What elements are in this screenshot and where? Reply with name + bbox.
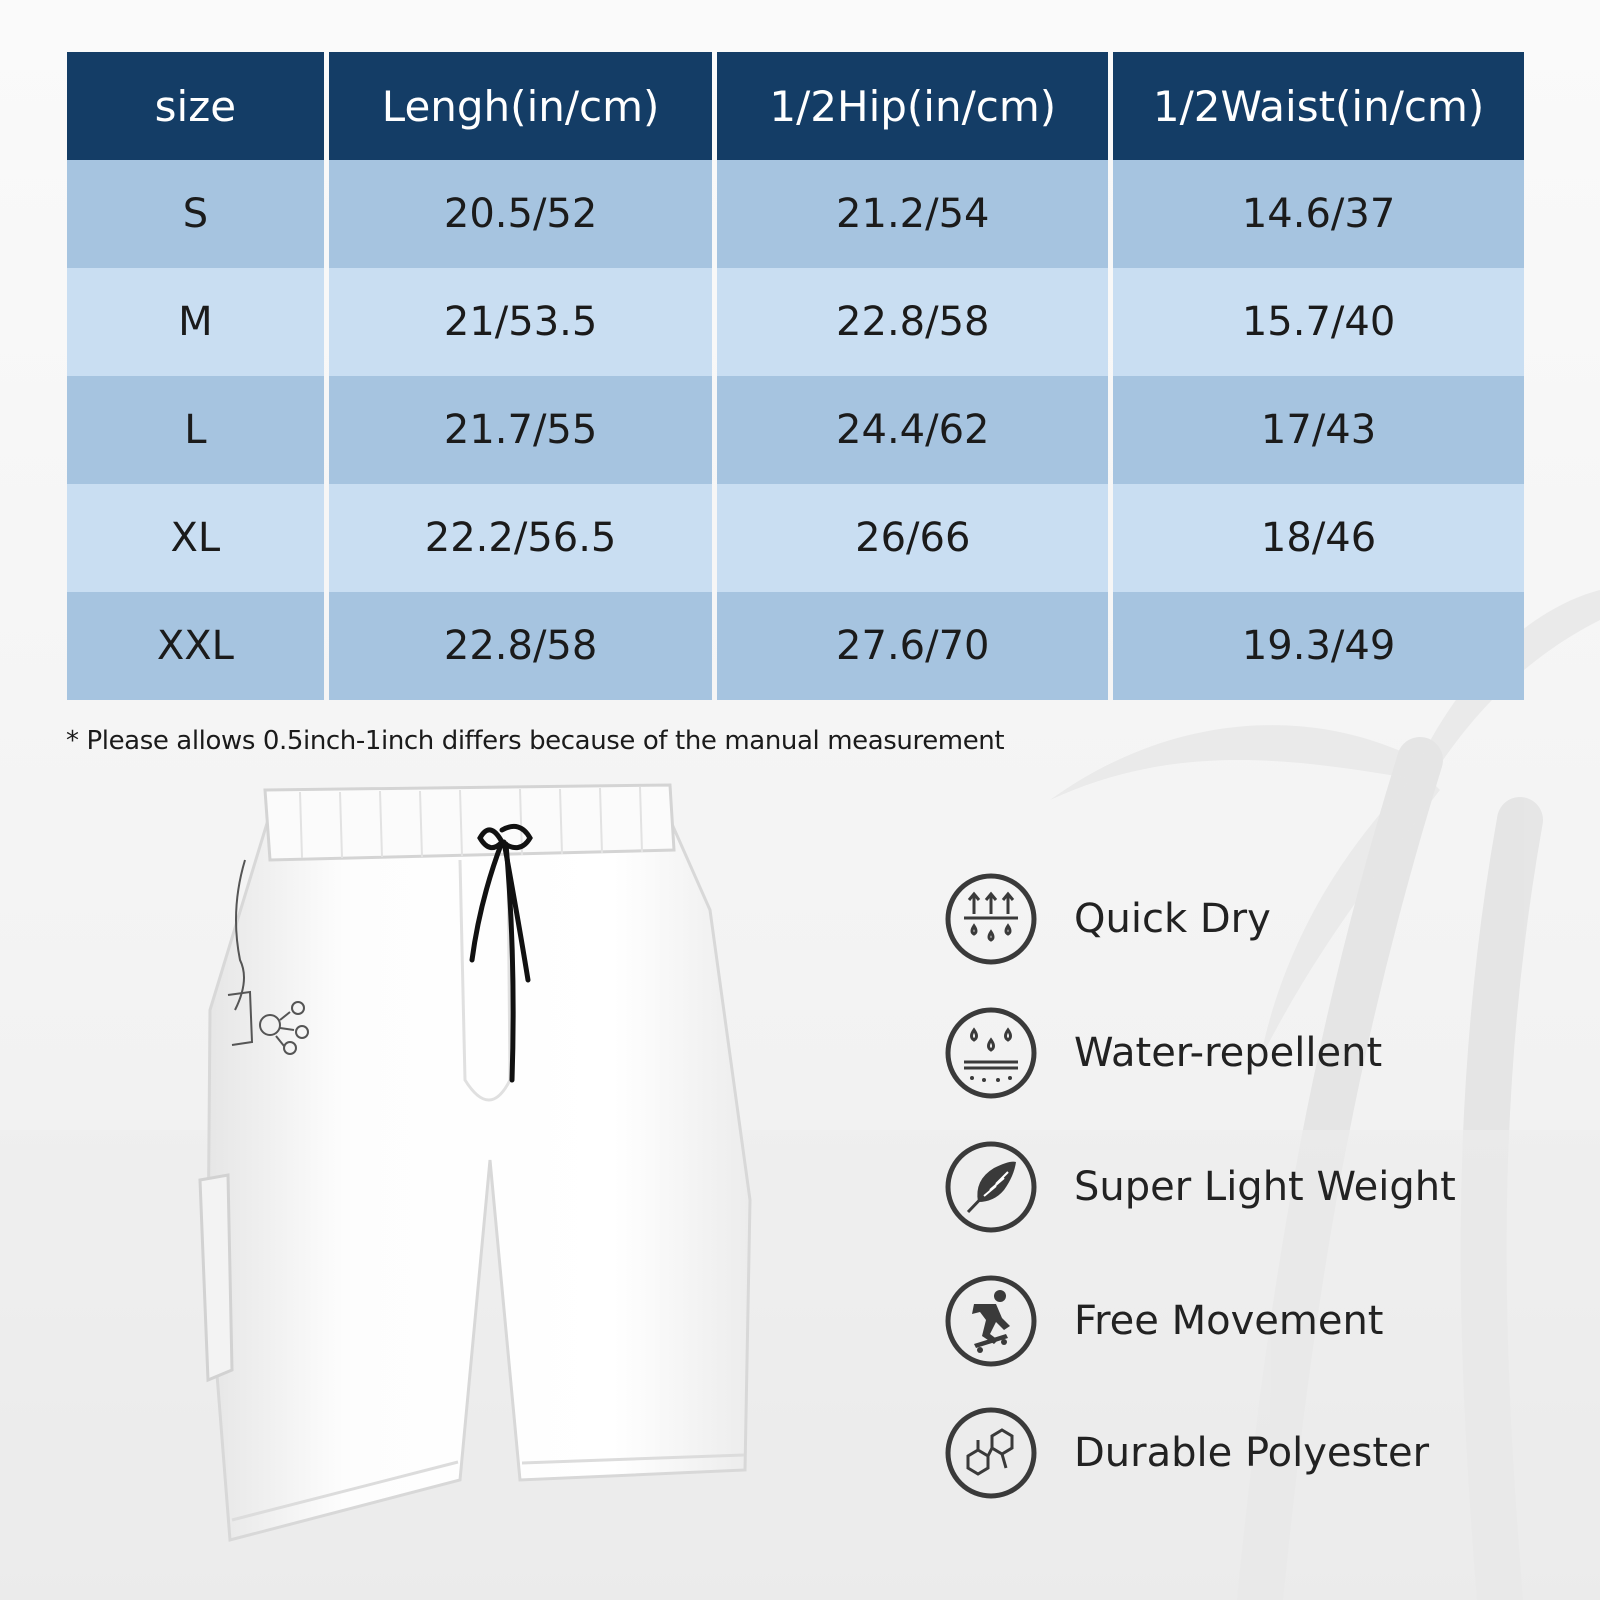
feature-quick-dry [944,872,1564,966]
header-half-hip: 1/2Hip(in/cm) [717,52,1108,160]
size-chart-header-row [67,52,1524,160]
measurement-note: * Please allows 0.5inch-1inch differs because of the manual measurement [66,726,1005,756]
skateboarder-icon [944,1274,1038,1368]
feature-label: Free Movement [1074,1298,1384,1344]
cell-length: 20.5/52 [329,160,713,268]
header-length: Lengh(in/cm) [329,52,713,160]
cell-half-hip: 24.4/62 [717,376,1108,484]
header-size: size [67,52,324,160]
water-repellent-icon [944,1006,1038,1100]
cell-size: XL [67,484,324,592]
feature-water-repellent [944,1006,1564,1100]
size-chart-table [62,52,1529,700]
cell-size: XXL [67,592,324,700]
table-row [67,376,1524,484]
feature-label: Durable Polyester [1074,1430,1430,1476]
cell-half-waist: 19.3/49 [1113,592,1524,700]
feature-label: Water-repellent [1074,1030,1383,1076]
cell-half-waist: 14.6/37 [1113,160,1524,268]
board-shorts-image [190,780,770,1580]
cell-half-waist: 18/46 [1113,484,1524,592]
polyester-molecule-icon [944,1406,1038,1500]
cell-half-waist: 15.7/40 [1113,268,1524,376]
cell-length: 22.2/56.5 [329,484,713,592]
cell-half-waist: 17/43 [1113,376,1524,484]
cell-half-hip: 27.6/70 [717,592,1108,700]
cell-size: L [67,376,324,484]
cell-half-hip: 26/66 [717,484,1108,592]
feature-label: Super Light Weight [1074,1164,1456,1210]
table-row [67,484,1524,592]
feature-durable-polyester [944,1406,1564,1500]
cell-length: 21.7/55 [329,376,713,484]
cell-size: M [67,268,324,376]
table-row [67,268,1524,376]
cell-half-hip: 22.8/58 [717,268,1108,376]
cell-size: S [67,160,324,268]
cell-length: 21/53.5 [329,268,713,376]
cell-half-hip: 21.2/54 [717,160,1108,268]
quick-dry-icon [944,872,1038,966]
table-row [67,160,1524,268]
header-half-waist: 1/2Waist(in/cm) [1113,52,1524,160]
cell-length: 22.8/58 [329,592,713,700]
feature-label: Quick Dry [1074,896,1271,942]
feature-light-weight [944,1140,1564,1234]
table-row [67,592,1524,700]
feature-free-movement [944,1274,1564,1368]
feather-icon [944,1140,1038,1234]
